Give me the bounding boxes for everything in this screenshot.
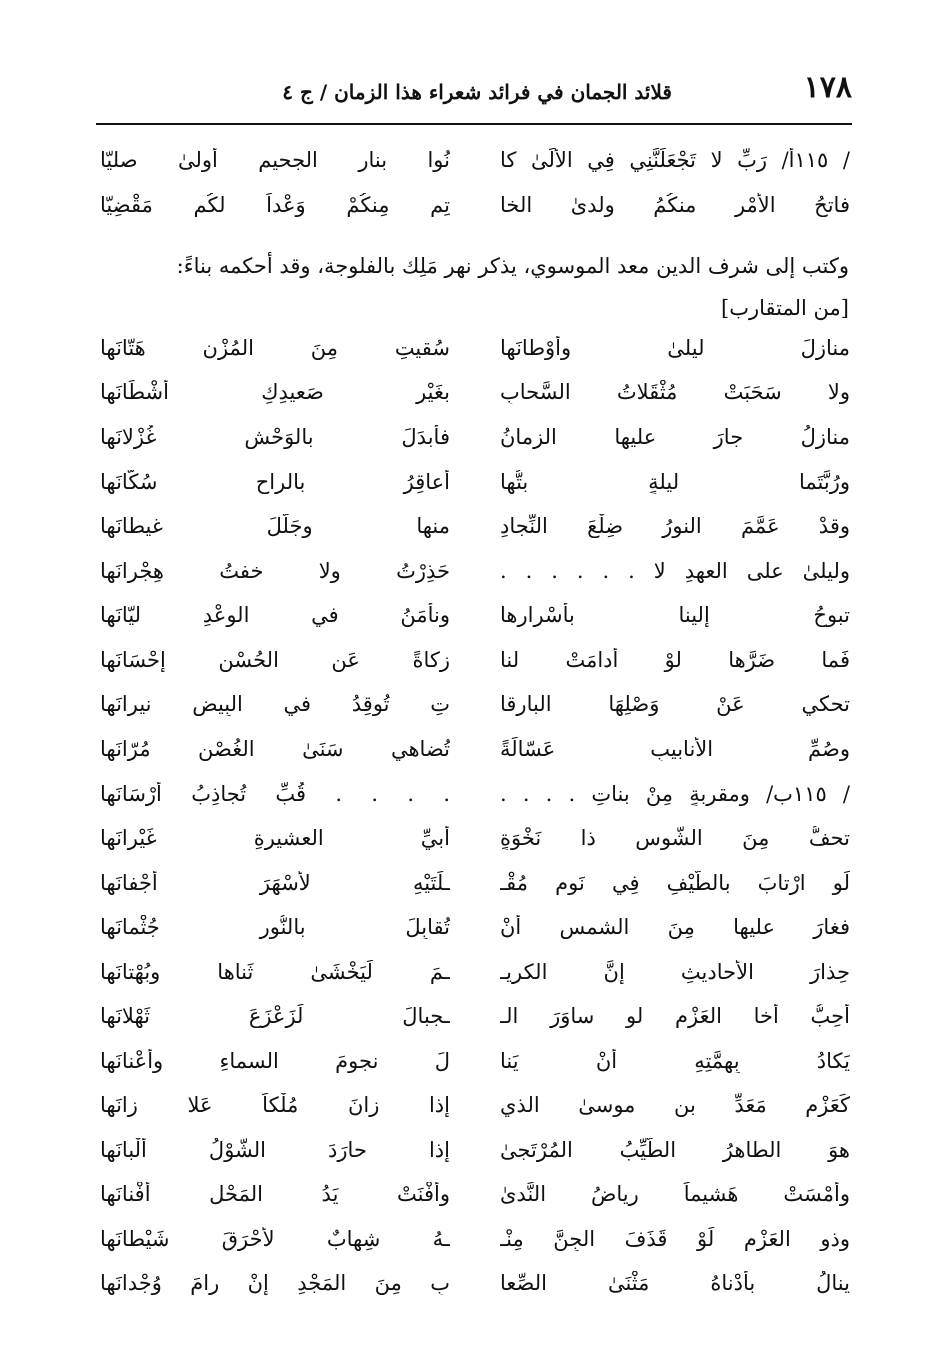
poem-verse-line	[100, 1083, 850, 1127]
poem-verse-line	[100, 682, 850, 726]
verse-right-hemistich: / ١١٥أ/ رَبِّ لا تَجْعَلَنَّنِي فِي الأُلَىٰ كا	[500, 148, 850, 172]
verse-left-hemistich: وأفْنَتْ يَدُ المَحْلِ أفْنانَها	[100, 1182, 450, 1206]
poem-verse-line	[100, 727, 850, 771]
poem-verse-line	[100, 370, 850, 414]
verse-right-hemistich: يَكادُ بِهِمَّتِهِ أنْ يَنا	[500, 1049, 850, 1073]
verse-left-hemistich: لَ نجومَ السماءِ وأعْنانَها	[100, 1049, 450, 1073]
verse-left-hemistich: ـهُ شِهابٌ لأحْرَقَ شَيْطانَها	[100, 1227, 450, 1251]
verse-right-hemistich: تحفُّ مِنَ الشُّوسِ ذا نَخْوَةٍ	[500, 826, 850, 850]
poem-verse-line	[100, 415, 850, 459]
verse-left-hemistich: ـلَتَيْهِ لأسْهَرَ أجْفانَها	[100, 871, 450, 895]
top-verse-line	[100, 183, 850, 227]
verse-right-hemistich: كَعَزْمِ مَعَدِّ بنِ موسىٰ الذي	[500, 1093, 850, 1117]
meter-label: [من المتقارب]	[721, 296, 849, 320]
verse-right-hemistich: وليلىٰ على العهدِ لا . . . . . .	[500, 559, 850, 583]
poem-verse-line	[100, 816, 850, 860]
poem-verse-line	[100, 1217, 850, 1261]
verse-left-hemistich: ـمَ لَيَخْشَىٰ ثَناها وبُهْتانَها	[100, 960, 450, 984]
verse-right-hemistich: وأمْسَتْ هَشيماً رياضُ النَّدىٰ	[500, 1182, 850, 1206]
verse-left-hemistich: أُعاقِرُ بالراحِ سُكّانَها	[100, 470, 450, 494]
verse-right-hemistich: ورُبَّتَما ليلةٍ بتُّها	[500, 470, 850, 494]
verse-right-hemistich: هوَ الطاهرُ الطَّيِّبُ المُرْتَجىٰ	[500, 1138, 850, 1162]
verse-right-hemistich: منازِلُ جارَ عليها الزمانُ	[500, 425, 850, 449]
poem-verse-line	[100, 772, 850, 816]
verse-right-hemistich: ولا سَحَبَتْ مُثْقَلاتُ السَّحابِ	[500, 380, 850, 404]
verse-left-hemistich: تُضاهي سَنَىٰ الغُصْنِ مُرّانَها	[100, 737, 450, 761]
verse-right-hemistich: ينالُ بأدْناهُ مَثْنَىٰ الصِّعا	[500, 1271, 850, 1295]
verse-right-hemistich: حِذارَ الأحاديثِ إنَّ الكريـ	[500, 960, 850, 984]
poem-verse-line	[100, 950, 850, 994]
verse-right-hemistich: منازلَ ليلىٰ وأوْطانَها	[500, 336, 850, 360]
verse-left-hemistich: سُقيتِ مِنَ المُزْنِ هَتّانَها	[100, 336, 450, 360]
verse-left-hemistich: نُوا بنار الجحيم أولىٰ صليّا	[100, 148, 450, 172]
poem-verse-line	[100, 504, 850, 548]
verse-right-hemistich: فغارَ عليها مِنَ الشمسِ أنْ	[500, 915, 850, 939]
page-header	[96, 70, 852, 114]
poem-verse-line	[100, 1172, 850, 1216]
verse-left-hemistich: ونأْمَنُ في الوعْدِ ليّانَها	[100, 603, 450, 627]
verse-left-hemistich: تُقابِلَ بالنُّورِ جُثْمانَها	[100, 915, 450, 939]
running-title: قلائد الجمان في فرائد شعراء هذا الزمان / ج ٤	[282, 80, 672, 104]
verse-left-hemistich: إذا زانَ مُلْكاً عَلا زانَها	[100, 1093, 450, 1117]
verse-right-hemistich: فاتحُ الأمْرِ منكُمُ ولدىٰ الخا	[500, 193, 850, 217]
verse-left-hemistich: بغَيْرِ صَعيدِكِ أشْطَانَها	[100, 380, 450, 404]
verse-left-hemistich: . . . . قُبِّ تُجاذِبُ أرْسَانَها	[100, 782, 450, 806]
verse-right-hemistich: وصُمِّ الأنابيبِ عَسّالَةً	[500, 737, 850, 761]
verse-right-hemistich: / ١١٥ب/ ومقربةٍ مِنْ بناتِ . . . .	[500, 782, 850, 806]
verse-right-hemistich: وقدْ عَمَّمَ النورُ ضِلْعَ النِّجادِ	[500, 514, 850, 538]
verse-left-hemistich: زكاةً عَنِ الحُسْنِ إحْسَانَها	[100, 648, 450, 672]
verse-left-hemistich: ـجبالَ لَزَعْزَعَ ثَهْلانَها	[100, 1004, 450, 1028]
poem-verse-line	[100, 1039, 850, 1083]
poem-verse-line	[100, 1261, 850, 1305]
verse-left-hemistich: إذا حارَدَ الشَّوْلُ ألْبانَها	[100, 1138, 450, 1162]
poem-verse-line	[100, 326, 850, 370]
poem-verse-line	[100, 549, 850, 593]
poem-verse-line	[100, 1128, 850, 1172]
verse-right-hemistich: لَوِ ارْتابَ بالطَّيْفِ فِي نَومِ مُقْـ	[500, 871, 850, 895]
poem-verse-line	[100, 460, 850, 504]
poem-verse-line	[100, 593, 850, 637]
top-verse-line	[100, 138, 850, 182]
verse-right-hemistich: فَما ضَرَّها لوْ أدامَتْ لنا	[500, 648, 850, 672]
verse-left-hemistich: أبيِّ العشيرةِ غَيْرانَها	[100, 826, 450, 850]
verse-right-hemistich: أُحِبُّ أخا العَزْمِ لو ساوَرَ الـ	[500, 1004, 850, 1028]
header-rule	[96, 123, 852, 125]
intro-paragraph: وكتب إلى شرف الدين معد الموسوي، يذكر نهر مَلِك بالفلوجة، وقد أحكمه بناءً:	[176, 254, 849, 278]
poem-verse-line	[100, 905, 850, 949]
verse-left-hemistich: تِم مِنكُمْ وَعْداً لكُم مَقْضِيّا	[100, 193, 450, 217]
verse-left-hemistich: منها وجَلَّلَ غيطانَها	[100, 514, 450, 538]
verse-right-hemistich: تحكي عَنْ وَصْلِهَا البارِقا	[500, 692, 850, 716]
poem-verse-line	[100, 994, 850, 1038]
verse-left-hemistich: بِ مِنَ المَجْدِ إنْ رامَ وُجْدانَها	[100, 1271, 450, 1295]
poem-verse-line	[100, 861, 850, 905]
page-number: ١٧٨	[803, 70, 852, 105]
verse-left-hemistich: فأبدَلَ بالوَحْشِ غُزْلانَها	[100, 425, 450, 449]
verse-left-hemistich: تِ تُوقِدُ في البِيضِ نيرانَها	[100, 692, 450, 716]
verse-left-hemistich: حَذِرْتُ ولا خفتُ هِجْرانَها	[100, 559, 450, 583]
verse-right-hemistich: وذو العَزْمِ لَوْ قَذَفَ الجِنَّ مِنْـ	[500, 1227, 850, 1251]
verse-right-hemistich: تبوحُ إلينا بأسْرارِها	[500, 603, 850, 627]
poem-verse-line	[100, 638, 850, 682]
